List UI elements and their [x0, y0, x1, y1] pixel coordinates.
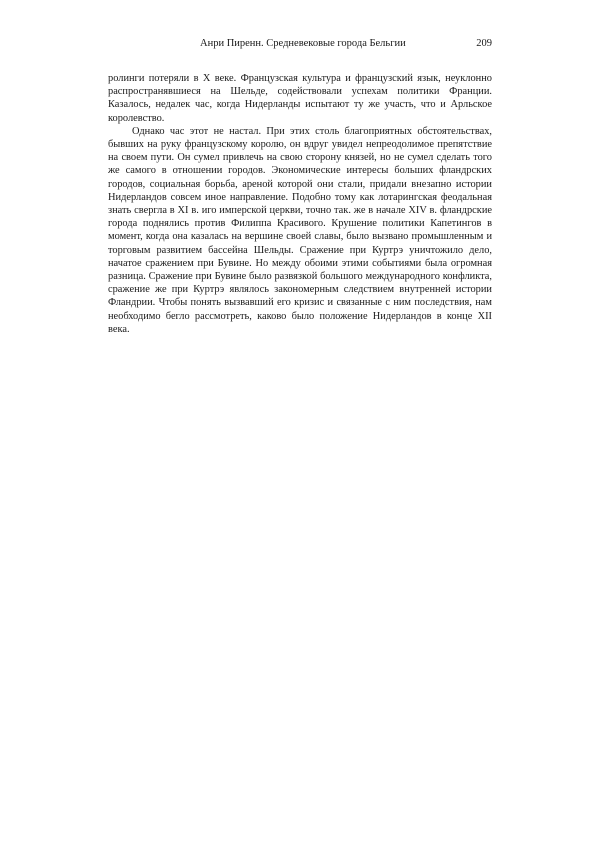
paragraph-continued: ролинги потеряли в X веке. Французская культура и французский язык, неуклонно распространявшиеся на Шельде, содействовали успехам политики Франции. Казалось, недалек час, когда Нидерланды испытают ту же участь, что и Арльское королевство.: [108, 73, 492, 124]
running-header: [108, 36, 492, 52]
running-title: Анри Пиренн. Средневековые города Бельгии: [200, 38, 406, 49]
body-text: [108, 72, 492, 336]
paragraph: Однако час этот не настал. При этих столь благоприятных обстоятельствах, бывших на руку французскому королю, он вдруг увидел непреодолимое препятствие на своем пути. Он сумел привлечь на свою сторону князей, но не сумел сделать того же самого в отношении городов. Экономические интересы больших фландрских городов, социальная борьба, ареной которой они стали, придали внезапно истории Нидерландов совсем иное направление. Подобно тому как лотарингская феодальная знать свергла в XI в. иго имперской церкви, точно так. же в начале XIV в. фландрские города поднялись против Филиппа Красивого. Крушение политики Капетингов в момент, когда она казалась на вершине своей славы, было вызвано промышленным и торговым развитием бассейна Шельды. Сражение при Куртрэ уничтожило дело, начатое сражением при Бувине. Но между обоими этими событиями была огромная разница. Сражение при Бувине было развязкой большого международного конфликта, сражение же при Куртрэ являлось закономерным следствием внутренней истории Фландрии. Чтобы понять вызвавший его кризис и связанные с ним последствия, нам необходимо бегло рассмотреть, каково было положение Нидерландов в конце XII века.: [108, 125, 492, 335]
page-number: 209: [476, 38, 492, 49]
